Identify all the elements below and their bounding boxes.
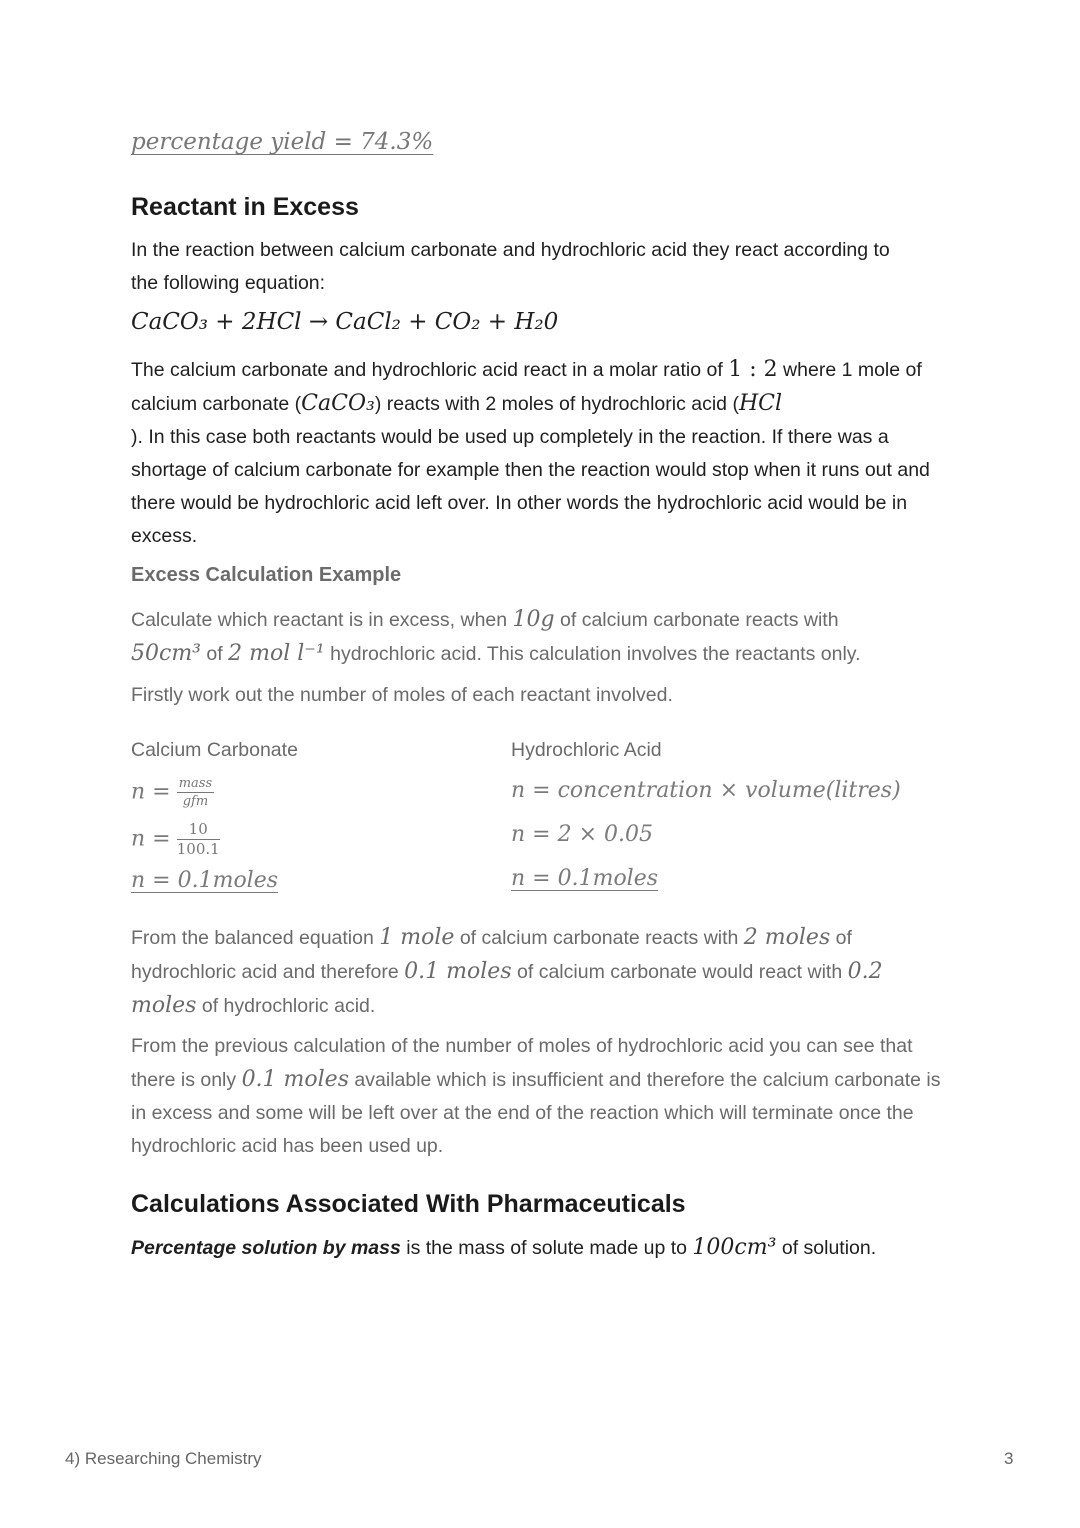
calcium-carbonate-result: n = 0.1moles <box>131 868 279 893</box>
heading-pharmaceuticals: Calculations Associated With Pharmaceuticals <box>131 1190 686 1218</box>
reaction-equation: CaCO₃ + 2HCl → CaCl₂ + CO₂ + H₂0 <box>131 309 559 335</box>
heading-reactant-in-excess: Reactant in Excess <box>131 193 359 221</box>
percentage-solution-paragraph: Percentage solution by mass is the mass of solute made up to 100cm³ of solution. <box>131 1235 877 1260</box>
percentage-yield-line: percentage yield = 74.3% <box>131 129 434 155</box>
heading-excess-calculation-example: Excess Calculation Example <box>131 564 402 586</box>
moles-formula-values: n = $\frac{10}{100.1}$ <box>131 820 220 858</box>
footer-chapter-label: 4) Researching Chemistry <box>65 1449 262 1468</box>
firstly-paragraph: Firstly work out the number of moles of each reactant involved. <box>131 684 673 706</box>
molar-ratio-paragraph: The calcium carbonate and hydrochloric acid react in a molar ratio of 1 : 2 where 1 mole of calcium carbonate (CaCO₃) reacts with 2 moles of hydrochloric acid (HCl ). In this case both reactants would be used up completely in the reaction. If there was a shortage of calcium carbonate for example then the reaction would stop when it runs out and there would be hydrochloric acid left over. In other words the hydrochloric acid would be in excess. <box>131 357 930 547</box>
calcium-carbonate-title: Calcium Carbonate <box>131 739 298 761</box>
hydrochloric-acid-result: n = 0.1moles <box>511 866 659 891</box>
moles-values-hcl: n = 2 × 0.05 <box>511 822 653 847</box>
hydrochloric-acid-title: Hydrochloric Acid <box>511 739 662 761</box>
footer-page-number: 3 <box>1004 1449 1014 1468</box>
balanced-equation-paragraph: From the balanced equation 1 mole of calcium carbonate reacts with 2 moles of hydrochloric acid and therefore 0.1 moles of calcium carbonate would react with 0.2 moles of hydrochloric acid. <box>131 925 883 1018</box>
fraction-mass-over-gfm: $\frac{\text{mass}}{\text{gfm}}$ <box>178 776 213 809</box>
question-paragraph: Calculate which reactant is in excess, when 10g of calcium carbonate reacts with 50cm³ of 2 mol l⁻¹ hydrochloric acid. This calculation involves the reactants only. <box>131 607 861 666</box>
moles-concentration-volume: n = concentration × volume(litres) <box>511 778 901 803</box>
conclusion-paragraph: From the previous calculation of the number of moles of hydrochloric acid you can see that there is only 0.1 moles available which is insufficient and therefore the calcium carbonate is in excess and some will be left over at the end of the reaction which will terminate once the hydrochloric acid has been used up. <box>131 1035 941 1157</box>
fraction-10-over-100-1: $\frac{10}{100.1}$ <box>176 820 220 858</box>
moles-formula-mass-gfm: n = $\frac{\text{mass}}{\text{gfm}}$ <box>131 776 213 809</box>
intro-paragraph: In the reaction between calcium carbonate and hydrochloric acid they react according to the following equation: <box>131 239 890 294</box>
